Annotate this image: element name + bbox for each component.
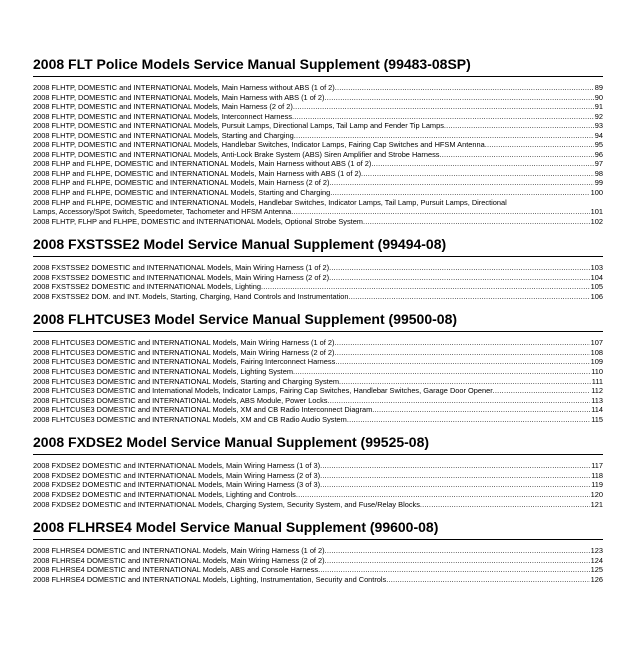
toc-page-number: 89 [594, 83, 603, 92]
toc-entry[interactable] [33, 377, 603, 387]
toc-entry-text: 2008 FLHTP, DOMESTIC and INTERNATIONAL Models, Main Harness with ABS (1 of 2) [33, 92, 325, 102]
toc-page-number: 113 [591, 395, 603, 405]
toc-entry[interactable] [33, 480, 603, 490]
toc-page-number: 107 [590, 338, 603, 348]
dot-leader [296, 490, 590, 500]
toc-entry-text-continuation: Lamps, Accessory/Spot Switch, Speedometer, Tachometer and HFSM Antenna [33, 207, 292, 217]
toc-entry-text: 2008 FLHTCUSE3 DOMESTIC and INTERNATIONAL Models, XM and CB Radio Interconnect Diagram [33, 405, 373, 415]
toc-entry[interactable] [33, 169, 603, 179]
dot-leader [372, 405, 590, 415]
section-flt-police [33, 56, 603, 226]
toc-entry[interactable] [33, 121, 603, 131]
dot-leader [420, 500, 590, 510]
toc-page-number: 101 [590, 207, 603, 217]
toc-entry[interactable] [33, 357, 603, 367]
toc-entry[interactable] [33, 292, 603, 302]
toc-entry-text: 2008 FLHTCUSE3 DOMESTIC and International Models, Indicator Lamps, Fairing Cap Switches, Handlebar Switches, Garage Door Opener [33, 386, 493, 396]
toc-page-number: 117 [591, 461, 603, 471]
dot-leader [371, 159, 593, 169]
toc-entry[interactable] [33, 131, 603, 141]
section-flhrse4 [33, 519, 603, 584]
toc-entry[interactable] [33, 575, 603, 585]
toc-entry-text: 2008 FXSTSSE2 DOMESTIC and INTERNATIONAL Models, Lighting [33, 282, 261, 292]
toc-entry[interactable] [33, 396, 603, 406]
toc-entry[interactable] [33, 405, 603, 415]
toc-page-number: 96 [594, 149, 603, 159]
dot-leader [386, 575, 589, 585]
dot-leader [329, 263, 590, 273]
toc-page-number: 98 [594, 168, 603, 178]
toc-entry[interactable] [33, 140, 603, 150]
dot-leader [328, 396, 591, 406]
dot-leader [334, 338, 589, 348]
dot-leader [318, 565, 590, 575]
toc-entry[interactable] [33, 112, 603, 122]
toc-page-number: 124 [590, 555, 603, 565]
toc-entry[interactable] [33, 415, 603, 425]
toc-entry-text: 2008 FLHRSE4 DOMESTIC and INTERNATIONAL Models, Lighting, Instrumentation, Security and Controls [33, 574, 387, 584]
toc-entry-text: 2008 FLHTCUSE3 DOMESTIC and INTERNATIONAL Models, Main Wiring Harness (1 of 2) [33, 338, 335, 348]
toc-page-number: 103 [590, 263, 603, 273]
toc-list [33, 83, 603, 226]
dot-leader [320, 480, 590, 490]
toc-entry[interactable] [33, 159, 603, 169]
toc-entry-text: 2008 FLHTP, DOMESTIC and INTERNATIONAL Models, Pursuit Lamps, Directional Lamps, Tail Lamp and Fender Tip Lamps [33, 121, 444, 131]
toc-list [33, 338, 603, 424]
dot-leader [320, 471, 590, 481]
toc-entry-text: 2008 FLHTP, FLHP and FLHPE, DOMESTIC and INTERNATIONAL Models, Optional Strobe System [33, 216, 363, 226]
toc-page-number: 100 [590, 188, 603, 198]
section-title: 2008 FXDSE2 Model Service Manual Supplement (99525-08) [33, 434, 603, 455]
dot-leader [294, 131, 594, 141]
dot-leader [324, 93, 593, 103]
toc-page-number: 109 [590, 357, 603, 367]
toc-entry-text: 2008 FLHTP, DOMESTIC and INTERNATIONAL Models, Anti-Lock Brake System (ABS) Siren Amplifier and Strobe Harness [33, 149, 440, 159]
toc-entry-text: 2008 FLHRSE4 DOMESTIC and INTERNATIONAL Models, Main Wiring Harness (1 of 2) [33, 546, 325, 556]
section-fxstsse2 [33, 236, 603, 301]
toc-entry-text: 2008 FLHP and FLHPE, DOMESTIC and INTERNATIONAL Models, Main Harness with ABS (1 of 2) [33, 168, 362, 178]
toc-page [33, 56, 603, 584]
section-title: 2008 FLHTCUSE3 Model Service Manual Supplement (99500-08) [33, 311, 603, 332]
toc-page-number: 91 [594, 102, 603, 112]
dot-leader [440, 150, 594, 160]
toc-entry-text: 2008 FLHP and FLHPE, DOMESTIC and INTERNATIONAL Models, Main Harness (2 of 2) [33, 178, 330, 188]
toc-entry[interactable] [33, 565, 603, 575]
toc-entry-text: 2008 FXDSE2 DOMESTIC and INTERNATIONAL Models, Main Wiring Harness (1 of 3) [33, 461, 321, 471]
toc-entry[interactable] [33, 500, 603, 510]
dot-leader [329, 273, 590, 283]
toc-entry[interactable] [33, 386, 603, 396]
section-fxdse2 [33, 434, 603, 509]
section-title: 2008 FLT Police Models Service Manual Supplement (99483-08SP) [33, 56, 603, 77]
toc-page-number: 90 [594, 92, 603, 102]
dot-leader [330, 188, 589, 198]
toc-entry[interactable] [33, 263, 603, 273]
dot-leader [347, 415, 590, 425]
dot-leader [325, 556, 590, 566]
toc-entry[interactable] [33, 282, 603, 292]
toc-entry-text: 2008 FXDSE2 DOMESTIC and INTERNATIONAL Models, Main Wiring Harness (2 of 3) [33, 470, 321, 480]
toc-entry-text: 2008 FLHTCUSE3 DOMESTIC and INTERNATIONAL Models, Starting and Charging System [33, 376, 339, 386]
toc-page-number: 111 [591, 376, 603, 386]
toc-entry[interactable] [33, 188, 603, 198]
toc-page-number: 102 [590, 216, 603, 226]
toc-page-number: 126 [590, 574, 603, 584]
toc-page-number: 119 [591, 480, 603, 490]
dot-leader [335, 357, 589, 367]
toc-entry-text: 2008 FLHTP, DOMESTIC and INTERNATIONAL Models, Starting and Charging [33, 130, 294, 140]
toc-entry[interactable] [33, 273, 603, 283]
toc-entry[interactable] [33, 93, 603, 103]
dot-leader [335, 83, 594, 93]
toc-entry-text: 2008 FLHTP, DOMESTIC and INTERNATIONAL Models, Main Harness without ABS (1 of 2) [33, 83, 335, 92]
section-title: 2008 FLHRSE4 Model Service Manual Supplement (99600-08) [33, 519, 603, 540]
toc-page-number: 121 [590, 499, 603, 509]
toc-entry-text: 2008 FLHP and FLHPE, DOMESTIC and INTERNATIONAL Models, Main Harness without ABS (1 of 2) [33, 159, 372, 169]
toc-entry[interactable] [33, 471, 603, 481]
dot-leader [361, 169, 594, 179]
toc-entry-text: 2008 FLHRSE4 DOMESTIC and INTERNATIONAL Models, ABS and Console Harness [33, 565, 319, 575]
dot-leader [349, 292, 590, 302]
toc-entry-text: 2008 FXDSE2 DOMESTIC and INTERNATIONAL Models, Lighting and Controls [33, 489, 296, 499]
toc-page-number: 99 [594, 178, 603, 188]
dot-leader [444, 121, 594, 131]
dot-leader [339, 377, 591, 387]
toc-entry-text: 2008 FXSTSSE2 DOMESTIC and INTERNATIONAL Models, Main Wiring Harness (1 of 2) [33, 263, 330, 273]
toc-entry[interactable] [33, 546, 603, 556]
dot-leader [493, 386, 591, 396]
toc-page-number: 104 [590, 272, 603, 282]
toc-entry[interactable] [33, 461, 603, 471]
toc-entry[interactable] [33, 367, 603, 377]
toc-entry-text: 2008 FLHRSE4 DOMESTIC and INTERNATIONAL Models, Main Wiring Harness (2 of 2) [33, 555, 325, 565]
toc-entry[interactable] [33, 102, 603, 112]
toc-page-number: 115 [591, 414, 603, 424]
toc-page-number: 123 [590, 546, 603, 556]
toc-entry[interactable] [33, 348, 603, 358]
toc-entry-text: 2008 FLHTCUSE3 DOMESTIC and INTERNATIONAL Models, Fairing Interconnect Harness [33, 357, 336, 367]
toc-page-number: 108 [590, 347, 603, 357]
toc-page-number: 105 [590, 282, 603, 292]
toc-entry[interactable] [33, 217, 603, 227]
toc-entry-text: 2008 FLHP and FLHPE, DOMESTIC and INTERNATIONAL Models, Starting and Charging [33, 188, 331, 198]
toc-entry[interactable] [33, 178, 603, 188]
toc-page-number: 114 [591, 405, 603, 415]
dot-leader [291, 207, 589, 217]
toc-entry[interactable] [33, 150, 603, 160]
section-title: 2008 FXSTSSE2 Model Service Manual Supplement (99494-08) [33, 236, 603, 257]
toc-page-number: 106 [590, 291, 603, 301]
dot-leader [363, 217, 590, 227]
toc-entry[interactable] [33, 490, 603, 500]
toc-entry-text: 2008 FLHTCUSE3 DOMESTIC and INTERNATIONAL Models, Lighting System [33, 367, 293, 377]
section-flhtcuse3 [33, 311, 603, 424]
dot-leader [329, 178, 593, 188]
toc-page-number: 120 [590, 489, 603, 499]
toc-entry-text: 2008 FLHTP, DOMESTIC and INTERNATIONAL Models, Handlebar Switches, Indicator Lamps, Fairing Cap Switches and HFSM Antenna [33, 140, 485, 150]
toc-page-number: 125 [590, 565, 603, 575]
dot-leader [292, 112, 594, 122]
toc-entry-text: 2008 FLHTCUSE3 DOMESTIC and INTERNATIONAL Models, Main Wiring Harness (2 of 2) [33, 347, 335, 357]
toc-page-number: 97 [594, 159, 603, 169]
toc-entry-text: 2008 FXSTSSE2 DOMESTIC and INTERNATIONAL Models, Main Wiring Harness (2 of 2) [33, 272, 330, 282]
toc-entry-text: 2008 FXSTSSE2 DOM. and INT. Models, Starting, Charging, Hand Controls and Instrumentation [33, 291, 349, 301]
toc-page-number: 110 [591, 367, 603, 377]
toc-entry-text: 2008 FLHTP, DOMESTIC and INTERNATIONAL Models, Main Harness (2 of 2) [33, 102, 293, 112]
toc-page-number: 92 [594, 111, 603, 121]
toc-entry-text: 2008 FLHTCUSE3 DOMESTIC and INTERNATIONAL Models, ABS Module, Power Locks [33, 395, 328, 405]
toc-entry[interactable] [33, 198, 603, 217]
toc-entry-text: 2008 FLHTCUSE3 DOMESTIC and INTERNATIONAL Models, XM and CB Radio Audio System [33, 414, 347, 424]
dot-leader [293, 367, 590, 377]
toc-list [33, 263, 603, 301]
toc-page-number: 93 [594, 121, 603, 131]
toc-entry-text: 2008 FLHP and FLHPE, DOMESTIC and INTERNATIONAL Models, Handlebar Switches, Indicator Lamps, Tail Lamp, Pursuit Lamps, Directional [33, 197, 507, 207]
toc-page-number: 112 [591, 386, 603, 396]
dot-leader [293, 102, 594, 112]
dot-leader [325, 546, 590, 556]
toc-entry[interactable] [33, 556, 603, 566]
toc-entry-text: 2008 FXDSE2 DOMESTIC and INTERNATIONAL Models, Charging System, Security System, and Fuse/Relay Blocks [33, 499, 420, 509]
dot-leader [485, 140, 594, 150]
dot-leader [320, 461, 590, 471]
toc-list [33, 461, 603, 509]
toc-entry[interactable] [33, 83, 603, 93]
dot-leader [334, 348, 589, 358]
toc-entry[interactable] [33, 338, 603, 348]
toc-page-number: 94 [594, 130, 603, 140]
toc-entry-text: 2008 FLHTP, DOMESTIC and INTERNATIONAL Models, Interconnect Harness [33, 111, 293, 121]
dot-leader [261, 282, 590, 292]
toc-list [33, 546, 603, 584]
toc-entry-text: 2008 FXDSE2 DOMESTIC and INTERNATIONAL Models, Main Wiring Harness (3 of 3) [33, 480, 321, 490]
toc-page-number: 95 [594, 140, 603, 150]
toc-page-number: 118 [591, 470, 603, 480]
